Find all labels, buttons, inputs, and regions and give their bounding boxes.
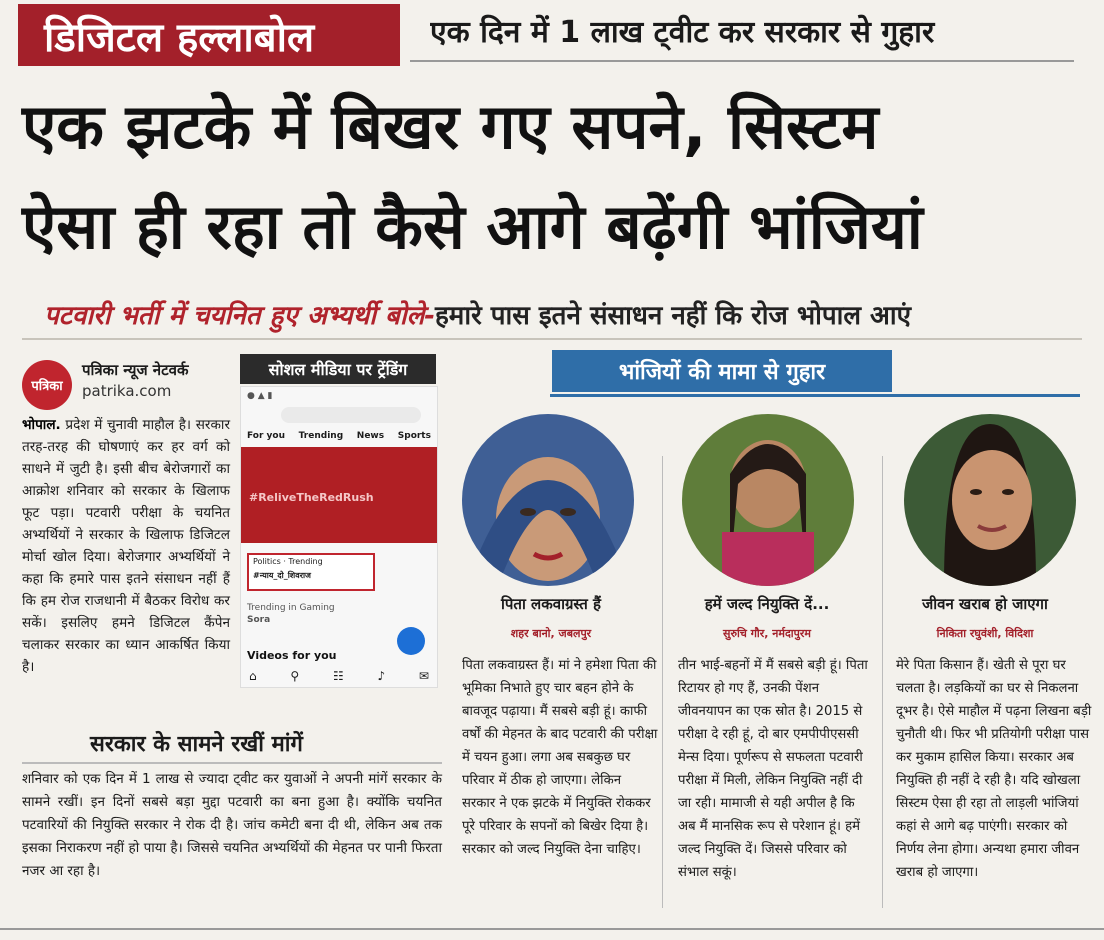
card-3-text: मेरे पिता किसान हैं। खेती से पूरा घर चलता है। लड़कियों का घर से निकलना दूभर है। ऐसे माहौल में पढ़ना लिखना बड़ी चुनौती थी। फिर भी प्रतियोगी परीक्षा पास कर मुकाम हासिल किया। सरकार अब नियुक्ति ही नहीं दे रही है। यदि खोखला सिस्टम ऐसा ही रहा तो लाड़ली भांजियां कहां से आगे बढ़ पाएंगी। सरकार को निर्णय लेना होगा। अन्यथा हमारा जीवन खराब हो जाएगा। [896,658,1092,880]
card-1-text: पिता लकवाग्रस्त हैं। मां ने हमेशा पिता की भूमिका निभाते हुए चार बहन होने के बावजूद पढ़ाया। मैं सबसे बड़ी हूं। काफी वर्षों की मेहनत के बाद पटवारी की परीक्षा में चयन हुआ। लगा अब सबकुछ घर परिवार में ठीक हो जाएगा। लेकिन सरकार ने एक झटके में नियुक्ति रोककर पूरे परिवार के सपनों को बिखेर दिया है। सरकार को जल्द नियुक्ति देना चाहिए। [462,658,658,857]
card-2-byline: सुरुचि गौर, नर्मदापुरम [723,627,811,640]
tab-news: News [356,431,385,441]
videos-label: Videos for you [247,649,337,662]
tab-trending: Trending [298,431,344,441]
column-divider [882,456,883,908]
card-2-heading: हमें जल्द नियुक्ति दें... [704,595,830,613]
divider [0,928,1104,930]
subheadline-rest: हमारे पास इतने संसाधन नहीं कि रोज भोपाल आएं [435,301,911,331]
source-name: पत्रिका न्यूज नेटवर्क [82,361,189,379]
tab-for-you: For you [247,431,285,441]
compose-icon [397,627,425,655]
bottom-nav [249,669,429,683]
communities-icon: ☷ [332,669,344,683]
trend-hashtag: #न्याय_दो_शिवराज [253,571,311,580]
messages-icon: ✉ [418,669,429,683]
twitter-tabs [247,431,431,441]
top-tagline: एक दिन में 1 लाख ट्वीट कर सरकार से गुहार [430,15,935,50]
divider [410,60,1074,62]
column-divider [662,456,663,908]
card-3-heading: जीवन खराब हो जाएगा [922,595,1048,613]
social-trending-label: सोशल मीडिया पर ट्रेंडिंग [240,354,436,384]
card-1-heading: पिता लकवाग्रस्त हैं [500,595,601,613]
search-icon: ⚲ [290,669,300,683]
card-1-byline: शहर बानो, जबलपुर [510,627,592,640]
trend-item: Sora [247,615,271,625]
home-icon: ⌂ [249,669,257,683]
demands-text: शनिवार को एक दिन में 1 लाख से ज्यादा ट्वीट कर युवाओं ने अपनी मांगें सरकार के सामने रखीं। इन दिनों सबसे बड़ा मुद्दा पटवारी का बना हुआ है। क्योंकि चयनित पटवारियों की नियुक्ति सरकार ने रोक दी है। जांच कमेटी बना दी थी, लेकिन अब तक इसका निराकरण नहीं हो पाया है। जिससे चयनित अभ्यर्थियों की मेहनत पर पानी फिरता नजर आ रहा है। [22,771,442,879]
trending-in-label: Trending in Gaming [247,603,335,613]
subheadline-lead: पटवारी भर्ती में चयनित हुए अभ्यर्थी बोले- [44,301,435,331]
demands-title: सरकार के सामने रखीं मांगें [90,732,303,757]
headline-line-1: एक झटके में बिखर गए सपने, सिस्टम [22,90,879,163]
twitter-screenshot [240,386,438,688]
source-site: patrika.com [82,382,172,400]
card-2-text: तीन भाई-बहनों में मैं सबसे बड़ी हूं। पिता रिटायर हो गए हैं, उनकी पेंशन जीवनयापन का एक स्रोत है। 2015 से परीक्षा दे रही हूं, दो बार एमपीपीएससी मेन्स दिया। पूर्णरूप से सफलता पटवारी परीक्षा में मिली, लेकिन नियुक्ति नहीं दी जा रही। मामाजी से यही अपील है कि अब मैं मानसिक रूप से परेशान हूं। हमें जल्द नियुक्ति दें। जिससे परिवार को संभाल सकूं। [678,658,868,880]
patrika-logo: पत्रिका [22,360,72,410]
portrait-photo-3 [904,414,1076,586]
divider [550,394,1080,397]
trend-banner [241,447,437,543]
dateline: भोपाल. [22,417,61,433]
section-brand-banner: डिजिटल हल्लाबोल [18,4,400,66]
divider [22,338,1082,340]
subheadline [44,296,1084,332]
banner-hashtag: #ReliveTheRedRush [249,491,374,504]
status-bar: ● ▲ ▮ [247,391,273,401]
search-bar [281,407,421,423]
lead-story-text: प्रदेश में चुनावी माहौल है। सरकार तरह-तरह की घोषणाएं कर हर वर्ग को साधने में जुटी है। इसी बीच बेरोजगारों का आक्रोश शनिवार को सरकार के खिलाफ फूट पड़ा। पटवारी परीक्षा के चयनित अभ्यर्थियों ने सरकार के खिलाफ डिजिटल मोर्चा खोल दिया। बेरोजगार अभ्यर्थियों ने कहा कि हमारे पास इतने संसाधन नहीं हैं कि हम रोज राजधानी में बैठकर विरोध कर सकें। इसलिए हमने डिजिटल कैंपेन चलाकर सरकार का ध्यान आकर्षित किया है। [22,417,231,675]
portrait-photo-2 [682,414,854,586]
portrait-photo-1 [462,414,634,586]
divider [22,762,442,764]
card-3-byline: निकिता रघुवंशी, विदिशा [936,627,1034,640]
headline-line-2: ऐसा ही रहा तो कैसे आगे बढ़ेंगी भांजियां [22,190,923,263]
appeal-section-title: भांजियों की मामा से गुहार [552,350,892,392]
trend-category: Politics · Trending [253,557,323,566]
notifications-icon: ♪ [377,669,386,683]
tab-sports: Sports [397,431,431,441]
highlighted-trend [247,553,375,591]
lead-story [22,414,230,678]
